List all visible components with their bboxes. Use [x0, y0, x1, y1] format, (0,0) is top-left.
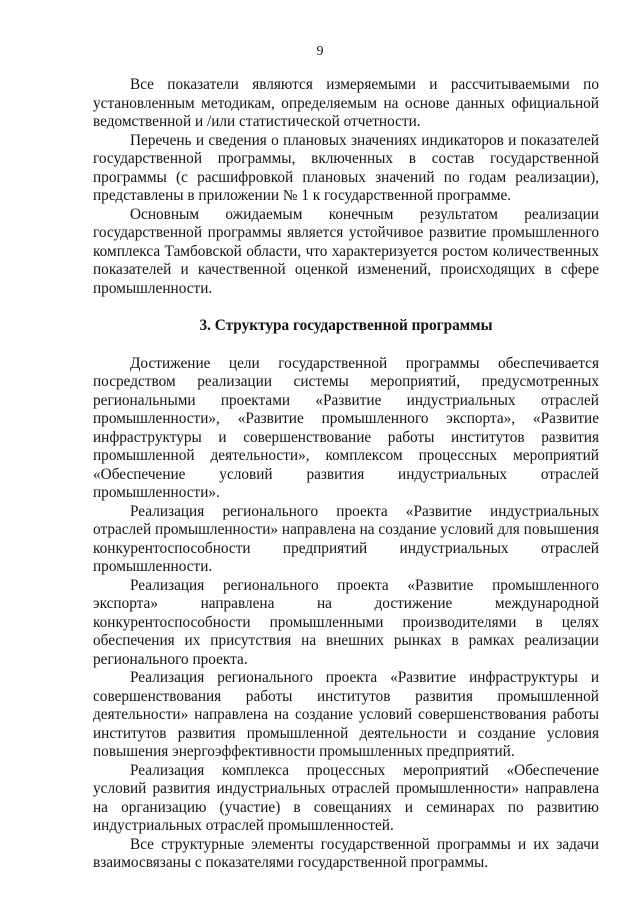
paragraph-indicators-measurable: Все показатели являются измеряемыми и рассчитываемыми по установленным методикам, определяемым на основе данных официальной ведомственной и /или статистической отчетности.: [93, 76, 599, 130]
paragraph-expected-result: Основным ожидаемым конечным результатом реализации государственной программы является устойчивое развитие промышленного комплекса Тамбовской области, что характеризуется ростом количественных показателей и качественной оценкой изменений, происходящих в сфере промышленности.: [93, 205, 599, 297]
paragraph-project-infrastructure: Реализация регионального проекта «Развитие инфраструктуры и совершенствования работы институтов развития промышленной деятельности» направлена на создание условий совершенствования работы институтов развития промышленной деятельности и создание условия повышения энергоэффективности промышленных предприятий.: [93, 669, 599, 760]
paragraph-goal-achievement: Достижение цели государственной программы обеспечивается посредством реализации системы мероприятий, предусмотренных региональными проектами «Развитие индустриальных отраслей промышленности», «Развитие промышленного экспорта», «Развитие инфраструктуры и совершенствование работы институтов развития промышленной деятельности», комплексом процессных мероприятий «Обеспечение условий развития индустриальных отраслей промышленности».: [93, 354, 599, 501]
paragraph-process-measures: Реализация комплекса процессных мероприятий «Обеспечение условий развития индустриальных отраслей промышленности» направлена на организацию (участие) в совещаниях и семинарах по развитию индустриальных отраслей промышленностей.: [93, 761, 599, 834]
paragraph-project-industrial: Реализация регионального проекта «Развитие индустриальных отраслей промышленности» направлена на создание условий для повышения конкурентоспособности предприятий индустриальных отраслей промышленности.: [93, 502, 599, 575]
section-heading: 3. Структура государственной программы: [199, 317, 493, 334]
paragraph-project-export: Реализация регионального проекта «Развитие промышленного экспорта» направлена на достижение международной конкурентоспособности промышленными производителями в целях обеспечения их присутствия на внешних рынках в рамках реализации регионального проекта.: [93, 576, 599, 668]
paragraph-structural-elements: Все структурные элементы государственной программы и их задачи взаимосвязаны с показателями государственной программы.: [93, 835, 599, 871]
document-body: [93, 76, 599, 873]
page-number: 9: [316, 44, 324, 59]
paragraph-indicators-list: Перечень и сведения о плановых значениях индикаторов и показателей государственной программы, включенных в состав государственной программы (с расшифровкой плановых значений по годам реализации), представлены в приложении № 1 к государственной программе.: [93, 131, 599, 204]
